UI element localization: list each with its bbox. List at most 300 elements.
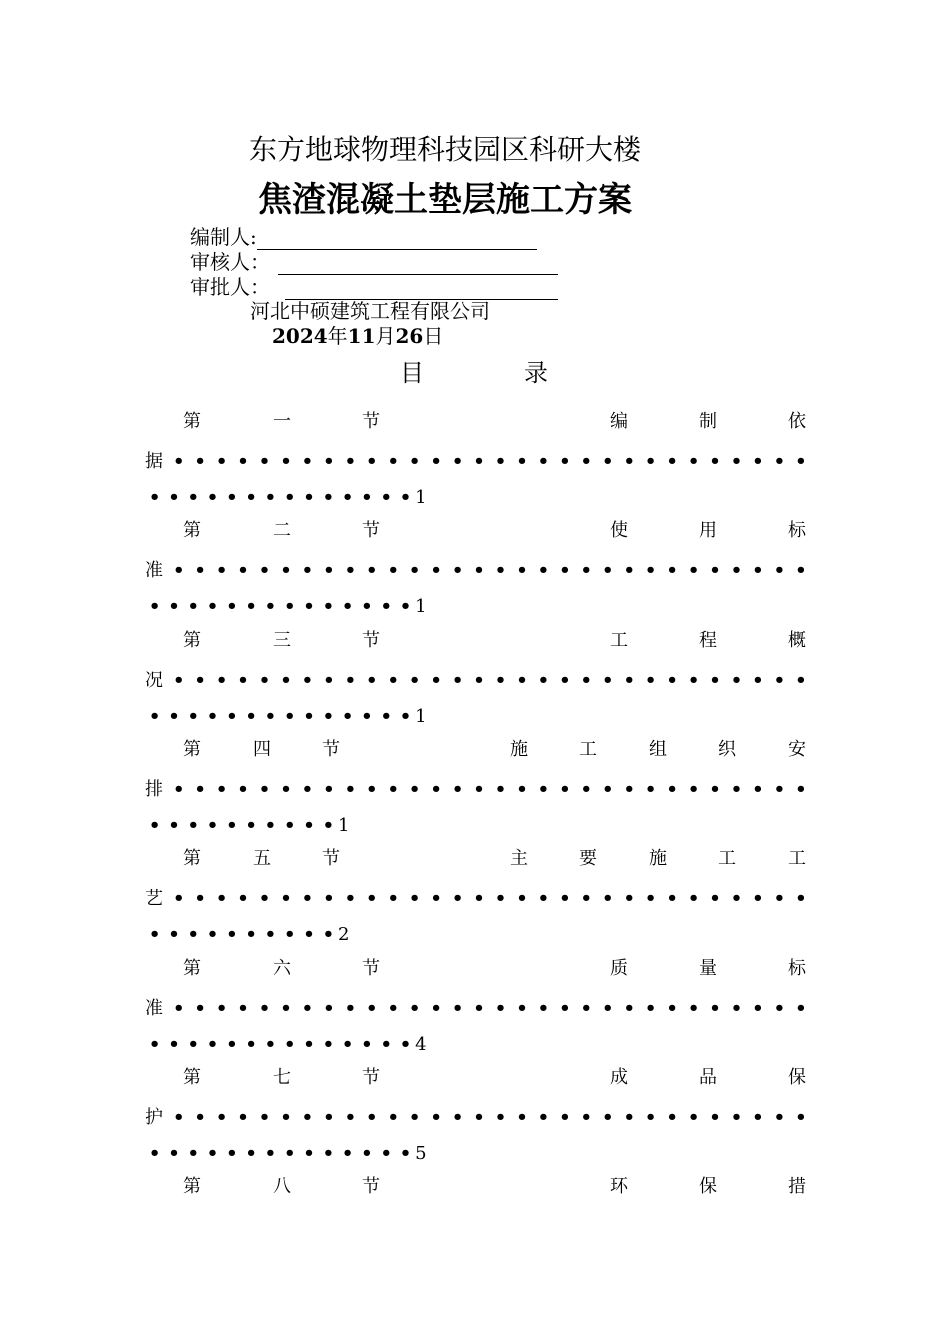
toc-leader-row xyxy=(145,889,807,909)
leader-dot: • xyxy=(206,924,219,946)
toc-char: 要 xyxy=(579,848,597,870)
leader-dot: • xyxy=(623,669,635,691)
leader-dot: • xyxy=(226,1033,238,1055)
field-label: 编制人: xyxy=(190,225,257,249)
leader-dot: • xyxy=(258,669,271,691)
toc-char: 保 xyxy=(699,1176,717,1198)
leader-dot: • xyxy=(795,997,807,1019)
leader-dot: • xyxy=(773,669,786,691)
leader-dot: • xyxy=(206,814,219,836)
leader-dot: • xyxy=(687,997,700,1019)
leader-dot: • xyxy=(516,1106,528,1128)
leader-dot: • xyxy=(187,596,199,618)
leader-dot: • xyxy=(494,560,507,582)
toc-char: 据 xyxy=(145,451,163,472)
leader-dot: • xyxy=(666,560,678,582)
toc-char: 织 xyxy=(718,738,736,760)
leader-dot: • xyxy=(387,451,399,472)
signature-field-compiler xyxy=(190,224,537,250)
leader-dot: • xyxy=(451,778,464,800)
leader-dot: • xyxy=(215,560,228,582)
leader-dot: • xyxy=(494,888,507,910)
signature-field-approver xyxy=(190,274,558,300)
leader-dot: • xyxy=(752,778,764,800)
leader-dot: • xyxy=(430,560,442,582)
leader-dot: • xyxy=(215,1106,228,1128)
leader-dot: • xyxy=(322,1033,335,1055)
toc-page-row xyxy=(145,597,427,617)
leader-dot: • xyxy=(380,1033,392,1055)
toc-char: 七 xyxy=(273,1066,291,1088)
toc-leader-row xyxy=(145,671,807,691)
leader-dot: • xyxy=(451,1106,464,1128)
leader-dot: • xyxy=(366,997,378,1019)
leader-dot: • xyxy=(709,669,721,691)
toc-char: 用 xyxy=(699,520,717,542)
leader-dot: • xyxy=(245,1142,257,1164)
leader-dot: • xyxy=(264,1033,277,1055)
leader-dot: • xyxy=(795,1106,807,1128)
toc-char: 保 xyxy=(788,1066,806,1088)
toc-char: 程 xyxy=(699,629,717,651)
leader-dot: • xyxy=(172,1106,185,1128)
leader-dot: • xyxy=(280,778,292,800)
toc-page-row xyxy=(145,816,349,836)
leader-dot: • xyxy=(408,1106,421,1128)
leader-dot: • xyxy=(687,1106,700,1128)
leader-dot: • xyxy=(602,997,614,1019)
leader-dot: • xyxy=(323,778,335,800)
leader-dot: • xyxy=(283,705,296,727)
leader-dot: • xyxy=(559,1106,571,1128)
leader-dot: • xyxy=(301,560,314,582)
leader-dot: • xyxy=(709,778,721,800)
leader-dot: • xyxy=(494,669,507,691)
toc-char: 节 xyxy=(362,629,380,651)
leader-dot: • xyxy=(516,451,528,472)
leader-dot: • xyxy=(644,888,657,910)
leader-dot: • xyxy=(361,596,373,618)
leader-dot: • xyxy=(773,778,786,800)
leader-dot: • xyxy=(264,1142,277,1164)
leader-dot: • xyxy=(451,560,464,582)
toc-char: 环 xyxy=(610,1176,628,1198)
toc-char: 安 xyxy=(788,738,806,760)
leader-dot: • xyxy=(323,997,335,1019)
leader-dot: • xyxy=(187,1142,199,1164)
toc-char: 第 xyxy=(183,1066,201,1088)
leader-dot: • xyxy=(280,888,292,910)
leader-dot: • xyxy=(168,814,180,836)
leader-dot: • xyxy=(580,1106,593,1128)
leader-dot: • xyxy=(258,560,271,582)
leader-dot: • xyxy=(187,814,199,836)
leader-dot: • xyxy=(245,814,257,836)
leader-dot: • xyxy=(366,888,378,910)
toc-page-row xyxy=(145,1144,427,1164)
leader-dot: • xyxy=(537,778,550,800)
leader-dot: • xyxy=(408,560,421,582)
leader-dot: • xyxy=(795,778,807,800)
toc-char: 二 xyxy=(273,520,291,542)
leader-dot: • xyxy=(644,669,657,691)
leader-dot: • xyxy=(344,778,357,800)
leader-dot: • xyxy=(172,560,185,582)
leader-dot: • xyxy=(361,487,373,508)
leader-dot: • xyxy=(323,669,335,691)
leader-dot: • xyxy=(559,997,571,1019)
toc-char: 六 xyxy=(273,957,291,979)
leader-dot: • xyxy=(430,669,442,691)
leader-dot: • xyxy=(303,1033,315,1055)
leader-dot: • xyxy=(194,669,206,691)
toc-page-row xyxy=(145,488,427,508)
leader-dot: • xyxy=(258,1106,271,1128)
leader-dot: • xyxy=(580,451,593,472)
leader-dot: • xyxy=(206,487,219,508)
leader-dot: • xyxy=(258,451,271,472)
leader-dot: • xyxy=(473,669,485,691)
company-name: 河北中硕建筑工程有限公司 xyxy=(250,299,490,323)
leader-dot: • xyxy=(341,1033,354,1055)
leader-dot: • xyxy=(666,451,678,472)
leader-dot: • xyxy=(301,778,314,800)
leader-dot: • xyxy=(602,669,614,691)
leader-dot: • xyxy=(341,487,354,508)
toc-char: 工 xyxy=(718,848,736,870)
leader-dot: • xyxy=(148,705,161,727)
leader-dot: • xyxy=(168,487,180,508)
leader-dot: • xyxy=(795,669,807,691)
leader-dot: • xyxy=(408,669,421,691)
toc-char: 第 xyxy=(183,957,201,979)
leader-dot: • xyxy=(399,705,412,727)
leader-dot: • xyxy=(559,669,571,691)
leader-dot: • xyxy=(709,1106,721,1128)
leader-dot: • xyxy=(322,1142,335,1164)
leader-dot: • xyxy=(341,705,354,727)
toc-page-row xyxy=(145,707,427,727)
leader-dot: • xyxy=(752,560,764,582)
leader-dot: • xyxy=(280,560,292,582)
leader-dot: • xyxy=(752,997,764,1019)
leader-dot: • xyxy=(168,1142,180,1164)
leader-dot: • xyxy=(303,1142,315,1164)
leader-dot: • xyxy=(399,487,412,508)
leader-dot: • xyxy=(687,778,700,800)
toc-leader-row xyxy=(145,1108,807,1128)
leader-dot: • xyxy=(168,1033,180,1055)
leader-dot: • xyxy=(537,888,550,910)
toc-page-row xyxy=(145,1035,427,1055)
leader-dot: • xyxy=(280,451,292,472)
leader-dot: • xyxy=(194,778,206,800)
leader-dot: • xyxy=(430,1106,442,1128)
leader-dot: • xyxy=(344,451,357,472)
leader-dot: • xyxy=(168,705,180,727)
leader-dot: • xyxy=(215,997,228,1019)
leader-dot: • xyxy=(226,924,238,946)
leader-dot: • xyxy=(237,997,249,1019)
toc-char: 五 xyxy=(253,848,271,870)
leader-dot: • xyxy=(602,451,614,472)
leader-dot: • xyxy=(408,778,421,800)
leader-dot: • xyxy=(602,778,614,800)
toc-char: 制 xyxy=(699,411,717,432)
toc-char: 组 xyxy=(649,738,667,760)
leader-dot: • xyxy=(773,1106,786,1128)
leader-dot: • xyxy=(344,669,357,691)
leader-dot: • xyxy=(187,705,199,727)
leader-dot: • xyxy=(303,814,315,836)
leader-dot: • xyxy=(322,924,335,946)
leader-dot: • xyxy=(451,669,464,691)
leader-dot: • xyxy=(380,1142,392,1164)
leader-dot: • xyxy=(730,997,743,1019)
leader-dot: • xyxy=(172,997,185,1019)
toc-char: 使 xyxy=(610,520,628,542)
leader-dot: • xyxy=(148,1033,161,1055)
leader-dot: • xyxy=(559,778,571,800)
leader-dot: • xyxy=(148,487,161,508)
leader-dot: • xyxy=(537,1106,550,1128)
leader-dot: • xyxy=(187,1033,199,1055)
toc-leader-row xyxy=(145,452,807,472)
leader-dot: • xyxy=(752,451,764,472)
leader-dot: • xyxy=(623,451,635,472)
signature-line xyxy=(278,254,558,275)
toc-title: 目 录 xyxy=(400,359,548,387)
toc-char: 八 xyxy=(273,1176,291,1198)
leader-dot: • xyxy=(301,451,314,472)
leader-dot: • xyxy=(322,596,335,618)
leader-dot: • xyxy=(172,669,185,691)
leader-dot: • xyxy=(168,596,180,618)
leader-dot: • xyxy=(773,451,786,472)
leader-dot: • xyxy=(623,888,635,910)
leader-dot: • xyxy=(387,1106,399,1128)
leader-dot: • xyxy=(494,997,507,1019)
leader-dot: • xyxy=(773,997,786,1019)
leader-dot: • xyxy=(408,997,421,1019)
leader-dot: • xyxy=(283,1142,296,1164)
leader-dot: • xyxy=(516,669,528,691)
leader-dot: • xyxy=(494,1106,507,1128)
toc-char: 标 xyxy=(788,957,806,979)
leader-dot: • xyxy=(644,451,657,472)
toc-char: 第 xyxy=(183,848,201,870)
leader-dot: • xyxy=(194,451,206,472)
leader-dot: • xyxy=(148,924,161,946)
leader-dot: • xyxy=(303,596,315,618)
toc-char: 准 xyxy=(145,997,163,1019)
field-label: 审核人： xyxy=(190,250,270,274)
leader-dot: • xyxy=(473,1106,485,1128)
toc-char: 排 xyxy=(145,778,163,800)
toc-char: 依 xyxy=(788,411,806,432)
toc-char: 节 xyxy=(322,738,340,760)
leader-dot: • xyxy=(602,888,614,910)
leader-dot: • xyxy=(730,451,743,472)
toc-char: 第 xyxy=(183,629,201,651)
leader-dot: • xyxy=(752,888,764,910)
leader-dot: • xyxy=(245,705,257,727)
leader-dot: • xyxy=(730,669,743,691)
leader-dot: • xyxy=(430,997,442,1019)
field-label: 审批人： xyxy=(190,275,270,299)
toc-char: 况 xyxy=(145,669,163,691)
leader-dot: • xyxy=(666,888,678,910)
leader-dot: • xyxy=(666,1106,678,1128)
toc-char: 节 xyxy=(362,957,380,979)
leader-dot: • xyxy=(226,487,238,508)
leader-dot: • xyxy=(473,778,485,800)
leader-dot: • xyxy=(194,560,206,582)
leader-dot: • xyxy=(709,560,721,582)
leader-dot: • xyxy=(283,596,296,618)
signature-field-reviewer xyxy=(190,249,558,275)
leader-dot: • xyxy=(245,1033,257,1055)
leader-dot: • xyxy=(194,888,206,910)
leader-dot: • xyxy=(559,451,571,472)
leader-dot: • xyxy=(264,814,277,836)
leader-dot: • xyxy=(408,888,421,910)
leader-dot: • xyxy=(303,705,315,727)
leader-dot: • xyxy=(408,451,421,472)
leader-dot: • xyxy=(580,997,593,1019)
leader-dot: • xyxy=(264,596,277,618)
leader-dot: • xyxy=(283,924,296,946)
toc-page-row xyxy=(145,925,349,945)
leader-dot: • xyxy=(148,596,161,618)
toc-page-number: 5 xyxy=(415,1142,427,1164)
leader-dot: • xyxy=(206,1142,219,1164)
toc-char: 第 xyxy=(183,520,201,542)
toc-char: 三 xyxy=(273,629,291,651)
leader-dot: • xyxy=(280,997,292,1019)
leader-dot: • xyxy=(258,888,271,910)
leader-dot: • xyxy=(666,997,678,1019)
leader-dot: • xyxy=(344,997,357,1019)
leader-dot: • xyxy=(709,888,721,910)
leader-dot: • xyxy=(430,888,442,910)
toc-char: 工 xyxy=(788,848,806,870)
leader-dot: • xyxy=(730,560,743,582)
toc-char: 节 xyxy=(362,411,380,432)
leader-dot: • xyxy=(215,888,228,910)
toc-char: 施 xyxy=(510,738,528,760)
leader-dot: • xyxy=(380,596,392,618)
toc-leader-row xyxy=(145,561,807,581)
leader-dot: • xyxy=(301,669,314,691)
leader-dot: • xyxy=(387,669,399,691)
leader-dot: • xyxy=(206,1033,219,1055)
toc-char: 编 xyxy=(610,411,628,432)
leader-dot: • xyxy=(430,778,442,800)
leader-dot: • xyxy=(264,924,277,946)
leader-dot: • xyxy=(283,487,296,508)
toc-char: 节 xyxy=(322,848,340,870)
toc-char: 第 xyxy=(183,411,201,432)
leader-dot: • xyxy=(687,451,700,472)
leader-dot: • xyxy=(172,778,185,800)
toc-page-number: 4 xyxy=(415,1033,427,1055)
leader-dot: • xyxy=(366,451,378,472)
toc-char: 工 xyxy=(579,738,597,760)
toc-char: 质 xyxy=(610,957,628,979)
leader-dot: • xyxy=(226,814,238,836)
leader-dot: • xyxy=(387,997,399,1019)
leader-dot: • xyxy=(795,888,807,910)
leader-dot: • xyxy=(559,560,571,582)
toc-char: 准 xyxy=(145,560,163,582)
leader-dot: • xyxy=(322,814,335,836)
leader-dot: • xyxy=(206,705,219,727)
toc-leader-row xyxy=(145,999,807,1019)
leader-dot: • xyxy=(730,778,743,800)
leader-dot: • xyxy=(602,1106,614,1128)
leader-dot: • xyxy=(148,814,161,836)
document-subtitle: 东方地球物理科技园区科研大楼 xyxy=(248,133,641,166)
leader-dot: • xyxy=(206,596,219,618)
leader-dot: • xyxy=(344,1106,357,1128)
leader-dot: • xyxy=(323,1106,335,1128)
leader-dot: • xyxy=(322,487,335,508)
leader-dot: • xyxy=(537,669,550,691)
document-date: 2024年11月26日 xyxy=(272,324,444,348)
leader-dot: • xyxy=(303,487,315,508)
leader-dot: • xyxy=(451,451,464,472)
leader-dot: • xyxy=(172,888,185,910)
toc-char: 工 xyxy=(610,629,628,651)
leader-dot: • xyxy=(237,888,249,910)
toc-char: 一 xyxy=(273,411,291,432)
toc-char: 四 xyxy=(253,738,271,760)
leader-dot: • xyxy=(301,997,314,1019)
leader-dot: • xyxy=(730,1106,743,1128)
toc-char: 第 xyxy=(183,738,201,760)
leader-dot: • xyxy=(473,888,485,910)
leader-dot: • xyxy=(283,814,296,836)
leader-dot: • xyxy=(380,705,392,727)
toc-char: 节 xyxy=(362,520,380,542)
leader-dot: • xyxy=(666,778,678,800)
toc-char: 节 xyxy=(362,1176,380,1198)
leader-dot: • xyxy=(644,778,657,800)
leader-dot: • xyxy=(623,778,635,800)
leader-dot: • xyxy=(341,1142,354,1164)
leader-dot: • xyxy=(341,596,354,618)
leader-dot: • xyxy=(168,924,180,946)
leader-dot: • xyxy=(366,778,378,800)
leader-dot: • xyxy=(709,997,721,1019)
leader-dot: • xyxy=(258,778,271,800)
leader-dot: • xyxy=(580,669,593,691)
leader-dot: • xyxy=(187,487,199,508)
toc-char: 概 xyxy=(788,629,806,651)
toc-char: 施 xyxy=(649,848,667,870)
leader-dot: • xyxy=(773,560,786,582)
leader-dot: • xyxy=(245,596,257,618)
leader-dot: • xyxy=(795,451,807,472)
leader-dot: • xyxy=(516,888,528,910)
toc-char: 成 xyxy=(610,1066,628,1088)
leader-dot: • xyxy=(387,778,399,800)
leader-dot: • xyxy=(237,778,249,800)
leader-dot: • xyxy=(237,1106,249,1128)
leader-dot: • xyxy=(537,451,550,472)
leader-dot: • xyxy=(215,451,228,472)
